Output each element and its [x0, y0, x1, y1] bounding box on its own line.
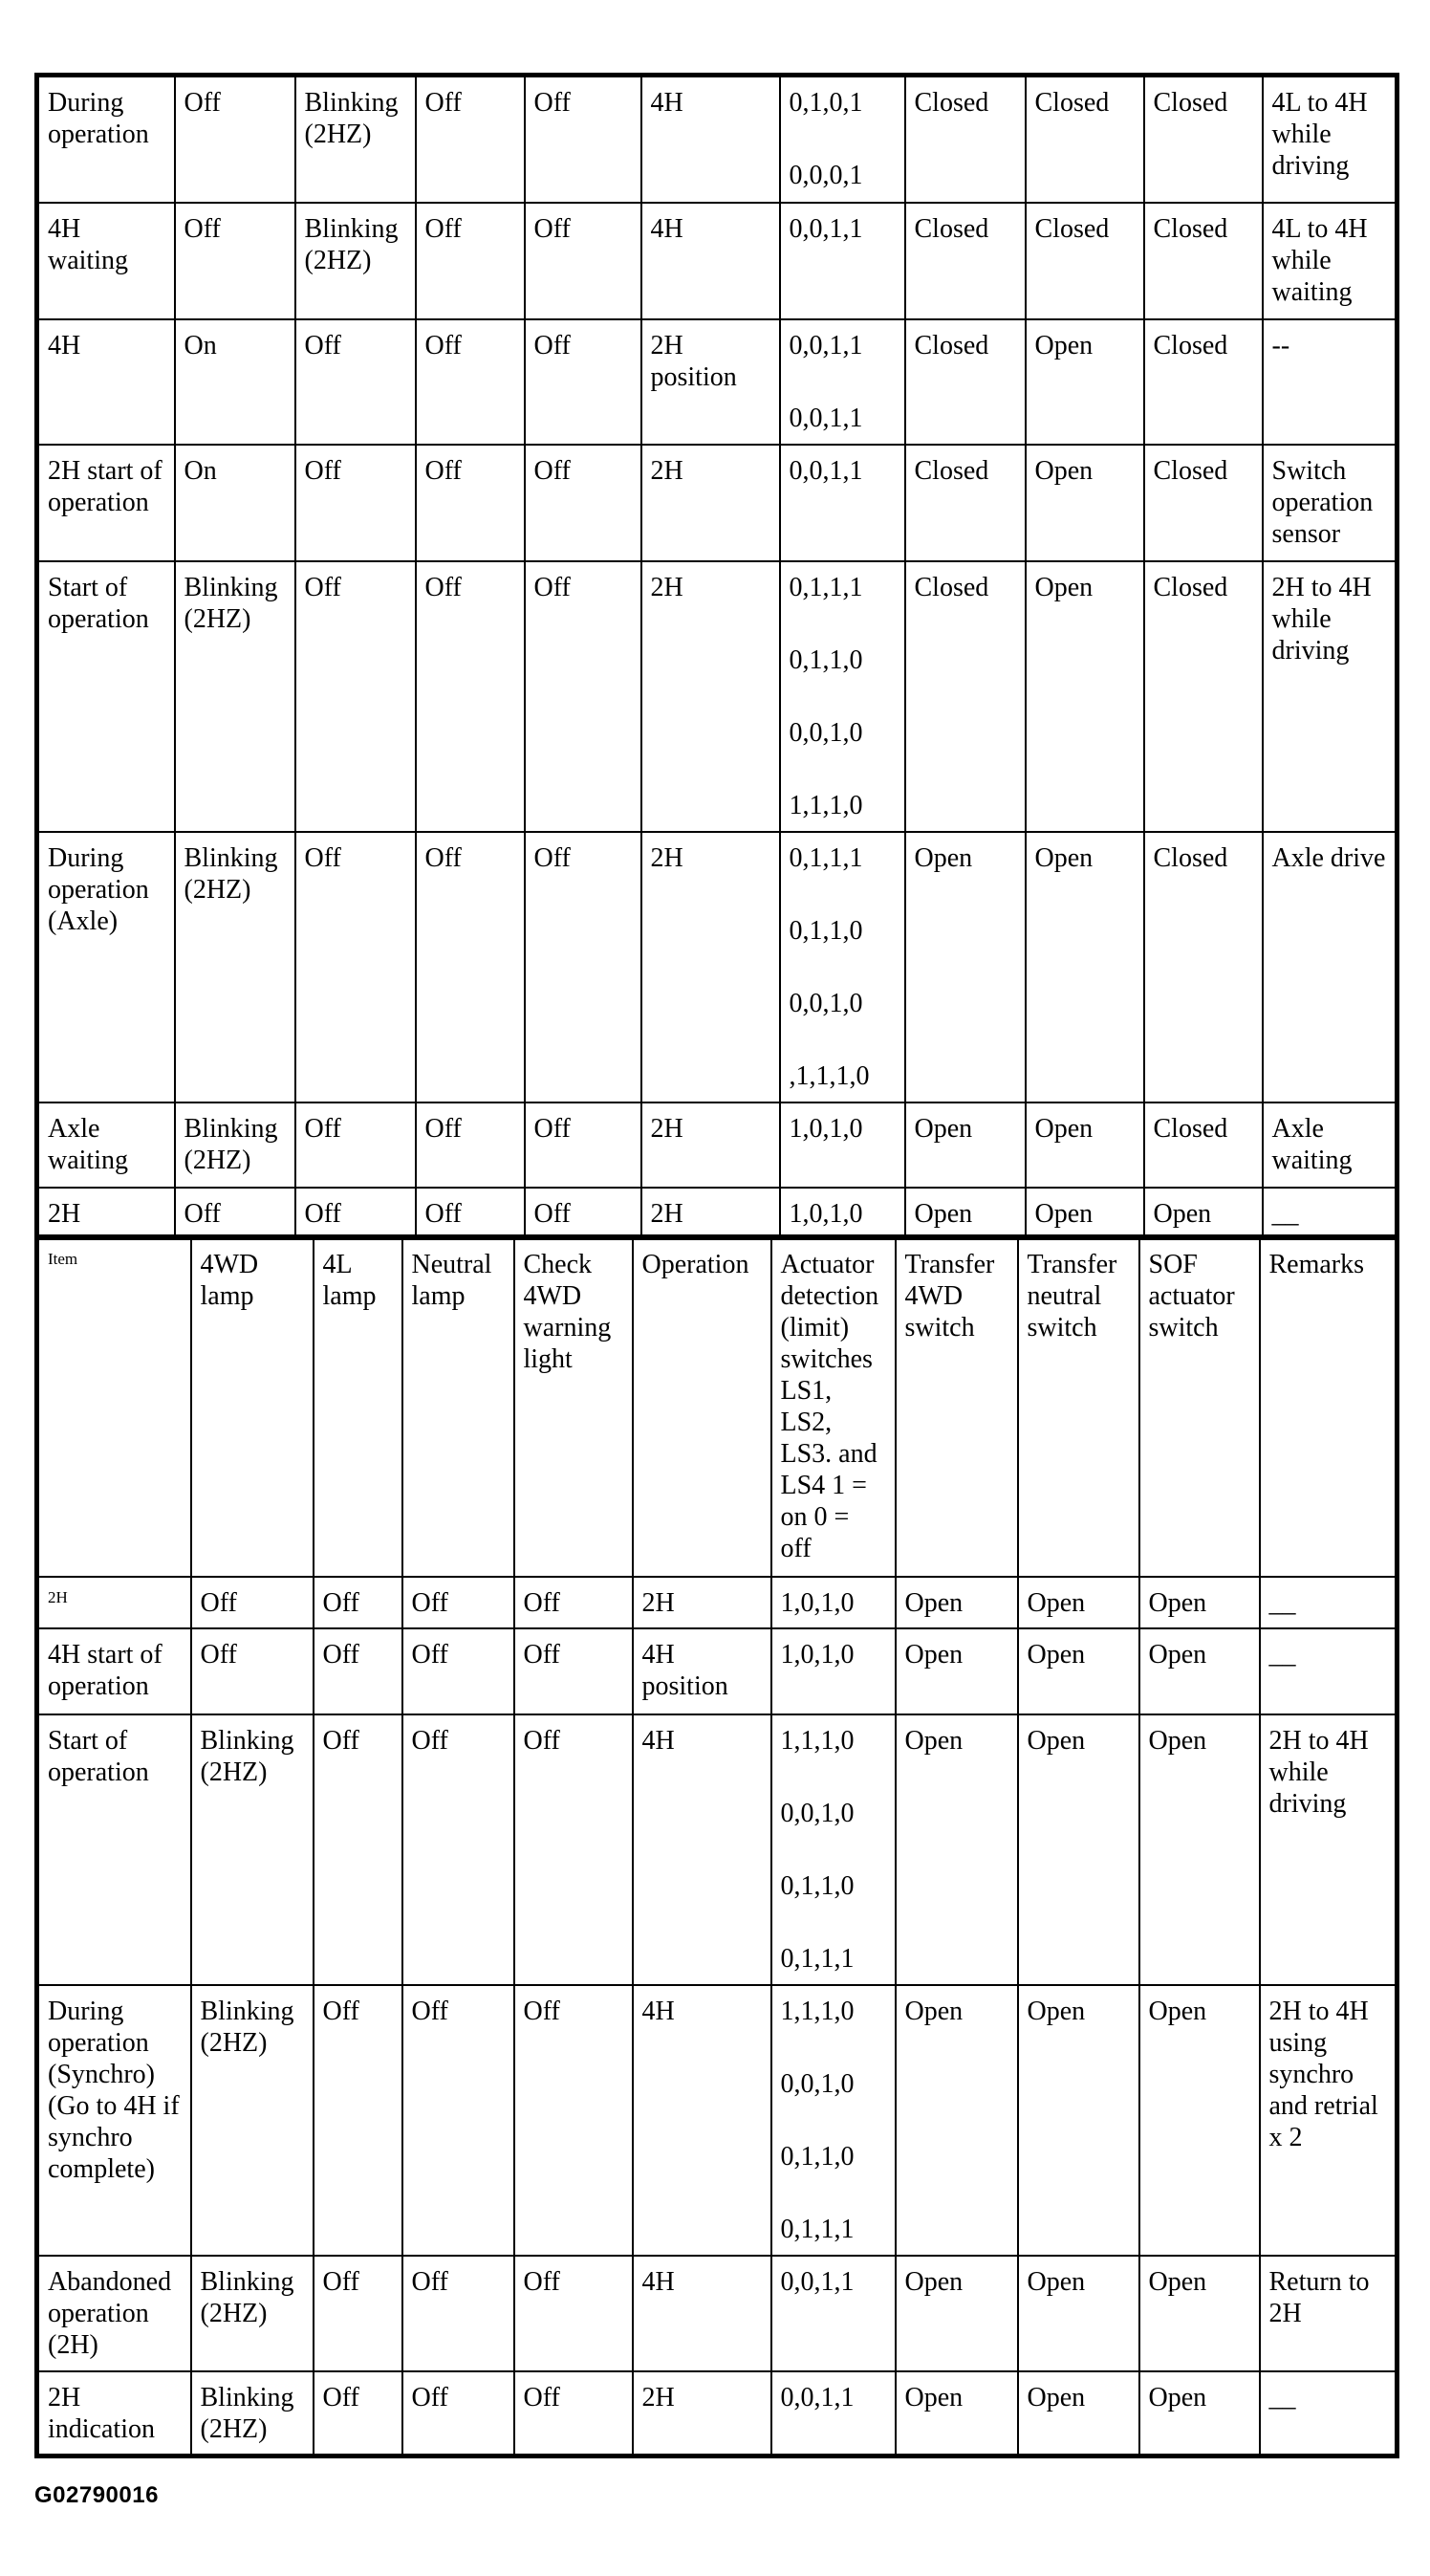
- cell-remarks: Switch operation sensor: [1263, 445, 1398, 561]
- limit-switch-state: ,1,1,1,0: [789, 1060, 870, 1091]
- cell-item: Start of operation: [37, 561, 175, 832]
- cell-actuator-switches: [771, 1714, 896, 1985]
- limit-switch-state: 1,1,1,0: [780, 1996, 855, 2026]
- cell-check-4wd-warning-light: Off: [525, 561, 641, 832]
- cell-4l-lamp: Off: [314, 1628, 402, 1714]
- cell-sof-actuator-switch: Open: [1144, 1188, 1263, 1238]
- cell-transfer-neutral-switch: Open: [1018, 2371, 1139, 2456]
- cell-neutral-lamp: Off: [416, 561, 525, 832]
- cell-remarks: __: [1260, 2371, 1398, 2456]
- cell-4wd-lamp: Blinking (2HZ): [191, 1714, 314, 1985]
- header-4l-lamp: 4L lamp: [314, 1237, 402, 1577]
- cell-4wd-lamp: Off: [175, 1188, 295, 1238]
- cell-4l-lamp: Off: [295, 561, 416, 832]
- limit-switch-state: 0,1,1,1: [789, 572, 863, 602]
- cell-actuator-switches: [771, 1577, 896, 1628]
- cell-transfer-4wd-switch: Open: [905, 1188, 1026, 1238]
- limit-switch-state: 0,0,1,0: [789, 717, 863, 748]
- cell-check-4wd-warning-light: Off: [514, 1577, 633, 1628]
- limit-switch-state: 0,1,1,0: [789, 644, 863, 675]
- cell-item: Start of operation: [37, 1714, 191, 1985]
- cell-operation: 4H: [633, 2256, 771, 2371]
- cell-sof-actuator-switch: Open: [1139, 1628, 1260, 1714]
- cell-item: 4H waiting: [37, 203, 175, 319]
- cell-remarks: __: [1260, 1577, 1398, 1628]
- cell-remarks: __: [1263, 1188, 1398, 1238]
- limit-switch-state: 0,1,1,1: [789, 842, 863, 873]
- limit-switch-state: 0,0,1,1: [780, 2382, 855, 2412]
- cell-check-4wd-warning-light: Off: [514, 1714, 633, 1985]
- limit-switch-state: 0,1,1,0: [780, 2141, 855, 2172]
- limit-switch-state: 1,0,1,0: [789, 1113, 863, 1144]
- limit-switch-state: 0,0,1,0: [780, 1798, 855, 1828]
- cell-4wd-lamp: Off: [175, 76, 295, 203]
- header-actuator-detection-switches: Actuator detection (limit) switches LS1, LS2, LS3. and LS4 1 = on 0 = off: [771, 1237, 896, 1577]
- cell-actuator-switches: [771, 2371, 896, 2456]
- cell-check-4wd-warning-light: Off: [514, 2256, 633, 2371]
- cell-operation: 2H: [633, 2371, 771, 2456]
- cell-check-4wd-warning-light: Off: [525, 319, 641, 445]
- cell-transfer-neutral-switch: Open: [1018, 1628, 1139, 1714]
- cell-neutral-lamp: Off: [402, 1714, 514, 1985]
- cell-4l-lamp: Off: [295, 1188, 416, 1238]
- cell-remarks: Axle drive: [1263, 832, 1398, 1102]
- limit-switch-state: 0,1,1,0: [780, 1870, 855, 1901]
- cell-4wd-lamp: Off: [175, 203, 295, 319]
- cell-transfer-4wd-switch: Open: [896, 1714, 1018, 1985]
- cell-transfer-neutral-switch: Open: [1026, 561, 1144, 832]
- cell-4wd-lamp: Off: [191, 1577, 314, 1628]
- cell-sof-actuator-switch: Closed: [1144, 76, 1263, 203]
- cell-neutral-lamp: Off: [416, 1102, 525, 1188]
- cell-neutral-lamp: Off: [402, 2256, 514, 2371]
- cell-item: 2H: [37, 1188, 175, 1238]
- table-row: [37, 1628, 1398, 1714]
- cell-item: During operation: [37, 76, 175, 203]
- cell-4wd-lamp: Blinking (2HZ): [191, 1985, 314, 2256]
- cell-neutral-lamp: Off: [416, 319, 525, 445]
- cell-4l-lamp: Off: [314, 1577, 402, 1628]
- table-row: [37, 1102, 1398, 1188]
- cell-transfer-neutral-switch: Open: [1026, 1188, 1144, 1238]
- cell-item: 2H start of operation: [37, 445, 175, 561]
- cell-actuator-switches: [771, 1985, 896, 2256]
- cell-neutral-lamp: Off: [416, 76, 525, 203]
- limit-switch-state: 0,1,1,1: [780, 2214, 855, 2244]
- cell-check-4wd-warning-light: Off: [525, 445, 641, 561]
- cell-operation: 2H: [641, 1188, 780, 1238]
- cell-4l-lamp: Off: [295, 832, 416, 1102]
- cell-check-4wd-warning-light: Off: [525, 1188, 641, 1238]
- cell-sof-actuator-switch: Closed: [1144, 561, 1263, 832]
- cell-item: During operation (Synchro) (Go to 4H if synchro complete): [37, 1985, 191, 2256]
- header-item: Item: [37, 1237, 191, 1577]
- cell-4l-lamp: Off: [295, 1102, 416, 1188]
- cell-actuator-switches: [780, 203, 905, 319]
- cell-transfer-4wd-switch: Open: [896, 1985, 1018, 2256]
- cell-actuator-switches: [780, 445, 905, 561]
- cell-4wd-lamp: Blinking (2HZ): [191, 2371, 314, 2456]
- cell-remarks: 2H to 4H while driving: [1263, 561, 1398, 832]
- limit-switch-state: 0,0,1,1: [789, 403, 863, 433]
- cell-item: 2H indication: [37, 2371, 191, 2456]
- cell-sof-actuator-switch: Open: [1139, 1985, 1260, 2256]
- table-row: [37, 203, 1398, 319]
- cell-transfer-4wd-switch: Open: [905, 1102, 1026, 1188]
- cell-transfer-neutral-switch: Open: [1018, 1985, 1139, 2256]
- cell-item: 4H: [37, 319, 175, 445]
- cell-neutral-lamp: Off: [416, 203, 525, 319]
- cell-sof-actuator-switch: Closed: [1144, 445, 1263, 561]
- cell-actuator-switches: [771, 1628, 896, 1714]
- limit-switch-state: 0,0,1,0: [789, 988, 863, 1018]
- table-row: [37, 319, 1398, 445]
- cell-transfer-4wd-switch: Closed: [905, 319, 1026, 445]
- cell-item: Axle waiting: [37, 1102, 175, 1188]
- cell-neutral-lamp: Off: [402, 2371, 514, 2456]
- cell-4wd-lamp: Blinking (2HZ): [175, 561, 295, 832]
- limit-switch-state: 0,0,1,1: [789, 455, 863, 486]
- table-row: [37, 1577, 1398, 1628]
- cell-actuator-switches: [780, 561, 905, 832]
- cell-transfer-neutral-switch: Open: [1026, 445, 1144, 561]
- cell-4l-lamp: Off: [314, 1985, 402, 2256]
- cell-transfer-4wd-switch: Open: [896, 2371, 1018, 2456]
- cell-remarks: 2H to 4H using synchro and retrial x 2: [1260, 1985, 1398, 2256]
- header-4wd-lamp: 4WD lamp: [191, 1237, 314, 1577]
- cell-item: During operation (Axle): [37, 832, 175, 1102]
- cell-sof-actuator-switch: Closed: [1144, 319, 1263, 445]
- mode-table-lower: [34, 1234, 1399, 2458]
- cell-sof-actuator-switch: Open: [1139, 2256, 1260, 2371]
- header-sof-actuator-switch: SOF actuator switch: [1139, 1237, 1260, 1577]
- cell-transfer-neutral-switch: Open: [1018, 1577, 1139, 1628]
- cell-check-4wd-warning-light: Off: [514, 2371, 633, 2456]
- table-row: [37, 1188, 1398, 1238]
- cell-4l-lamp: Off: [314, 1714, 402, 1985]
- cell-item: 4H start of operation: [37, 1628, 191, 1714]
- limit-switch-state: 0,1,1,1: [780, 1943, 855, 1974]
- limit-switch-state: 0,1,1,0: [789, 915, 863, 946]
- cell-transfer-4wd-switch: Closed: [905, 76, 1026, 203]
- cell-neutral-lamp: Off: [416, 1188, 525, 1238]
- cell-sof-actuator-switch: Closed: [1144, 832, 1263, 1102]
- cell-4wd-lamp: On: [175, 445, 295, 561]
- header-check-4wd-warning-light: Check 4WD warning light: [514, 1237, 633, 1577]
- cell-transfer-neutral-switch: Open: [1026, 1102, 1144, 1188]
- table-row: [37, 445, 1398, 561]
- cell-actuator-switches: [780, 1188, 905, 1238]
- header-neutral-lamp: Neutral lamp: [402, 1237, 514, 1577]
- cell-actuator-switches: [780, 832, 905, 1102]
- cell-check-4wd-warning-light: Off: [525, 76, 641, 203]
- cell-remarks: 2H to 4H while driving: [1260, 1714, 1398, 1985]
- cell-transfer-neutral-switch: Open: [1026, 832, 1144, 1102]
- cell-actuator-switches: [780, 76, 905, 203]
- cell-4l-lamp: Off: [295, 319, 416, 445]
- cell-transfer-neutral-switch: Closed: [1026, 203, 1144, 319]
- limit-switch-state: 1,1,1,0: [789, 790, 863, 820]
- cell-operation: 4H: [633, 1985, 771, 2256]
- cell-transfer-4wd-switch: Closed: [905, 203, 1026, 319]
- cell-4wd-lamp: Blinking (2HZ): [175, 832, 295, 1102]
- table-row: [37, 76, 1398, 203]
- cell-operation: 2H: [641, 1102, 780, 1188]
- cell-actuator-switches: [780, 1102, 905, 1188]
- cell-item: Abandoned operation (2H): [37, 2256, 191, 2371]
- header-operation: Operation: [633, 1237, 771, 1577]
- header-transfer-neutral-switch: Transfer neutral switch: [1018, 1237, 1139, 1577]
- table-header-row: [37, 1237, 1398, 1577]
- cell-4l-lamp: Off: [295, 445, 416, 561]
- cell-check-4wd-warning-light: Off: [525, 832, 641, 1102]
- cell-4l-lamp: Blinking (2HZ): [295, 76, 416, 203]
- cell-operation: 4H: [641, 203, 780, 319]
- cell-transfer-neutral-switch: Open: [1026, 319, 1144, 445]
- cell-operation: 4H: [633, 1714, 771, 1985]
- header-transfer-4wd-switch: Transfer 4WD switch: [896, 1237, 1018, 1577]
- limit-switch-state: 0,0,1,1: [789, 330, 863, 360]
- cell-remarks: __: [1260, 1628, 1398, 1714]
- cell-4l-lamp: Off: [314, 2256, 402, 2371]
- cell-operation: 4H position: [633, 1628, 771, 1714]
- cell-sof-actuator-switch: Open: [1139, 1714, 1260, 1985]
- table-row: [37, 1985, 1398, 2256]
- cell-remarks: Axle waiting: [1263, 1102, 1398, 1188]
- limit-switch-state: 1,0,1,0: [780, 1587, 855, 1618]
- cell-operation: 2H: [633, 1577, 771, 1628]
- cell-transfer-4wd-switch: Closed: [905, 561, 1026, 832]
- cell-sof-actuator-switch: Closed: [1144, 203, 1263, 319]
- cell-operation: 2H: [641, 561, 780, 832]
- cell-sof-actuator-switch: Open: [1139, 1577, 1260, 1628]
- cell-operation: 4H: [641, 76, 780, 203]
- cell-neutral-lamp: Off: [416, 832, 525, 1102]
- cell-sof-actuator-switch: Closed: [1144, 1102, 1263, 1188]
- cell-neutral-lamp: Off: [402, 1985, 514, 2256]
- cell-4wd-lamp: Blinking (2HZ): [175, 1102, 295, 1188]
- table-row: [37, 1714, 1398, 1985]
- header-remarks: Remarks: [1260, 1237, 1398, 1577]
- cell-4l-lamp: Blinking (2HZ): [295, 203, 416, 319]
- cell-transfer-neutral-switch: Open: [1018, 1714, 1139, 1985]
- cell-check-4wd-warning-light: Off: [525, 1102, 641, 1188]
- cell-operation: 2H: [641, 832, 780, 1102]
- cell-remarks: Return to 2H: [1260, 2256, 1398, 2371]
- cell-4wd-lamp: Off: [191, 1628, 314, 1714]
- cell-neutral-lamp: Off: [416, 445, 525, 561]
- cell-transfer-neutral-switch: Closed: [1026, 76, 1144, 203]
- cell-remarks: 4L to 4H while waiting: [1263, 203, 1398, 319]
- cell-transfer-4wd-switch: Open: [896, 2256, 1018, 2371]
- cell-neutral-lamp: Off: [402, 1577, 514, 1628]
- table-row: [37, 832, 1398, 1102]
- cell-transfer-4wd-switch: Open: [896, 1628, 1018, 1714]
- table-row: [37, 2256, 1398, 2371]
- cell-neutral-lamp: Off: [402, 1628, 514, 1714]
- cell-operation: 2H position: [641, 319, 780, 445]
- limit-switch-state: 1,1,1,0: [780, 1725, 855, 1756]
- mode-table-upper: [34, 73, 1399, 1240]
- cell-actuator-switches: [780, 319, 905, 445]
- table-row: [37, 561, 1398, 832]
- cell-remarks: --: [1263, 319, 1398, 445]
- cell-actuator-switches: [771, 2256, 896, 2371]
- limit-switch-state: 0,1,0,1: [789, 88, 863, 118]
- cell-4wd-lamp: On: [175, 319, 295, 445]
- cell-check-4wd-warning-light: Off: [514, 1985, 633, 2256]
- cell-item: 2H: [37, 1577, 191, 1628]
- cell-check-4wd-warning-light: Off: [525, 203, 641, 319]
- cell-remarks: 4L to 4H while driving: [1263, 76, 1398, 203]
- cell-operation: 2H: [641, 445, 780, 561]
- cell-sof-actuator-switch: Open: [1139, 2371, 1260, 2456]
- cell-check-4wd-warning-light: Off: [514, 1628, 633, 1714]
- cell-transfer-4wd-switch: Closed: [905, 445, 1026, 561]
- limit-switch-state: 1,0,1,0: [780, 1639, 855, 1670]
- cell-4l-lamp: Off: [314, 2371, 402, 2456]
- cell-transfer-4wd-switch: Open: [905, 832, 1026, 1102]
- limit-switch-state: 0,0,1,1: [780, 2266, 855, 2297]
- cell-transfer-neutral-switch: Open: [1018, 2256, 1139, 2371]
- table-row: [37, 2371, 1398, 2456]
- limit-switch-state: 0,0,1,0: [780, 2068, 855, 2099]
- cell-4wd-lamp: Blinking (2HZ): [191, 2256, 314, 2371]
- limit-switch-state: 1,0,1,0: [789, 1198, 863, 1229]
- cell-transfer-4wd-switch: Open: [896, 1577, 1018, 1628]
- limit-switch-state: 0,0,0,1: [789, 161, 863, 190]
- figure-id-caption: G02790016: [34, 2482, 159, 2508]
- limit-switch-state: 0,0,1,1: [789, 213, 863, 244]
